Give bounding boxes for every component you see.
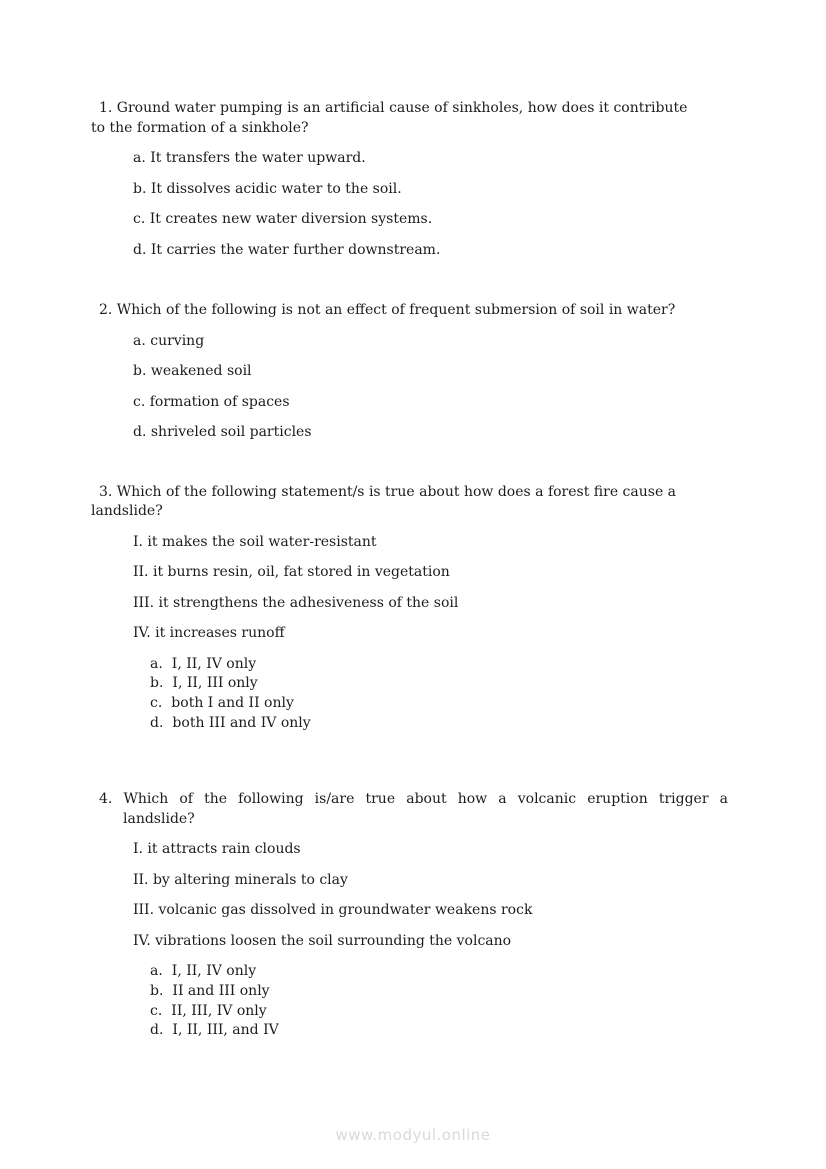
question-text-line: 2. Which of the following is not an effect of frequent submersion of soil in water? <box>99 302 676 318</box>
choice-item <box>150 1021 745 1041</box>
statement-item: IV. it increases runoff <box>133 625 285 641</box>
question-3-choices <box>150 655 745 734</box>
choice-text: I, II, IV only <box>171 655 257 672</box>
question-3 <box>91 483 745 734</box>
option-item: c. It creates new water diversion systems. <box>133 211 433 227</box>
question-1 <box>91 99 745 260</box>
choice-text: I, II, IV only <box>171 963 257 980</box>
option-item: a. It transfers the water upward. <box>133 150 366 166</box>
option-item: d. shriveled soil particles <box>133 424 312 440</box>
choice-text: I, II, III only <box>172 675 258 692</box>
choice-item <box>150 962 745 982</box>
question-1-text <box>91 99 745 138</box>
choice-text: II and III only <box>172 983 270 1000</box>
question-text-line: landslide? <box>123 810 195 827</box>
choice-item <box>150 982 745 1002</box>
option-item: d. It carries the water further downstream. <box>133 241 441 258</box>
question-text-line: 3. Which of the following statement/s is true about how does a forest fire cause a <box>99 483 677 500</box>
choice-text: both I and II only <box>171 694 294 711</box>
option-item: b. weakened soil <box>133 363 252 379</box>
watermark-text: www.modyul.online <box>335 1126 491 1144</box>
question-4-text <box>91 790 745 829</box>
statement-item: I. it attracts rain clouds <box>133 841 301 858</box>
question-4-choices <box>150 962 745 1041</box>
choice-label: c. <box>150 694 163 711</box>
statement-item: II. it burns resin, oil, fat stored in vegetation <box>133 564 450 580</box>
choice-label: d. <box>150 1022 164 1039</box>
question-text-line: 1. Ground water pumping is an artificial cause of sinkholes, how does it contribute <box>99 100 688 116</box>
option-item: a. curving <box>133 332 205 349</box>
statement-item: I. it makes the soil water-resistant <box>133 533 377 550</box>
choice-label: c. <box>150 1002 163 1019</box>
choice-item <box>150 714 745 734</box>
question-2-text <box>91 301 745 321</box>
choice-item <box>150 655 745 675</box>
question-text-line: landslide? <box>91 503 163 519</box>
choice-item <box>150 674 745 694</box>
choice-item <box>150 694 745 714</box>
statement-item: IV. vibrations loosen the soil surrounding the volcano <box>133 932 512 949</box>
option-item: b. It dissolves acidic water to the soil. <box>133 180 402 197</box>
choice-label: d. <box>150 714 164 731</box>
choice-item <box>150 1002 745 1022</box>
choice-text: II, III, IV only <box>171 1002 267 1019</box>
question-text-line: 4. Which of the following is/are true about how a volcanic eruption trigger a <box>99 791 728 808</box>
question-2 <box>91 301 745 443</box>
statement-item: III. volcanic gas dissolved in groundwater weakens rock <box>133 902 533 919</box>
choice-label: b. <box>150 675 164 692</box>
choice-text: I, II, III, and IV <box>172 1022 279 1039</box>
statement-item: II. by altering minerals to clay <box>133 871 348 888</box>
choice-label: a. <box>150 655 163 672</box>
choice-text: both III and IV only <box>172 714 311 731</box>
question-text-line: to the formation of a sinkhole? <box>91 119 309 136</box>
question-4 <box>91 790 745 1041</box>
question-3-text <box>91 483 745 522</box>
document-page <box>91 99 745 1052</box>
option-item: c. formation of spaces <box>133 393 290 410</box>
statement-item: III. it strengthens the adhesiveness of the soil <box>133 594 459 611</box>
choice-label: a. <box>150 963 163 980</box>
choice-label: b. <box>150 983 164 1000</box>
